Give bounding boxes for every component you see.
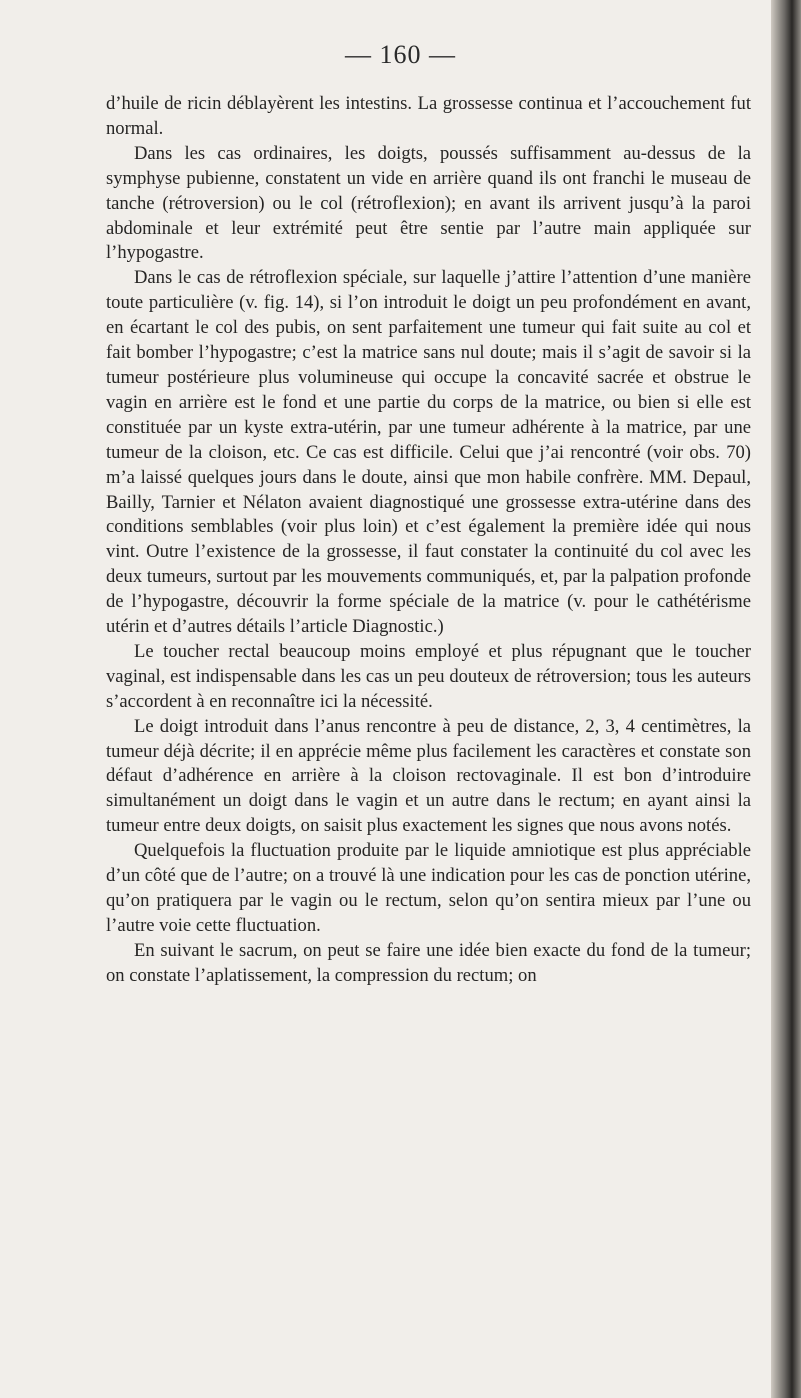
paragraph: Le doigt introduit dans l’anus rencontre à peu de distance, 2, 3, 4 centimètres, la tumeur déjà décrite; il en apprécie même plus facilement les caractères et constate son défaut d’adhérence en arrière à la cloison rectovaginale. Il est bon d’introduire simultanément un doigt dans le vagin et un autre dans le rectum; en ayant ainsi la tumeur entre deux doigts, on saisit plus exactement les signes que nous avons notés. <box>106 715 751 837</box>
paragraph: Quelquefois la fluctuation produite par le liquide amniotique est plus appréciable d’un côté que de l’autre; on a trouvé là une indication pour les cas de ponction utérine, qu’on pratiquera par le vagin ou le rectum, selon qu’on sentira mieux par l’une ou l’autre voie cette fluctuation. <box>106 840 751 936</box>
paragraph: En suivant le sacrum, on peut se faire une idée bien exacte du fond de la tumeur; on constate l’aplatissement, la compression du rectum; on <box>106 939 751 986</box>
paragraph: Dans le cas de rétroflexion spéciale, sur laquelle j’attire l’attention d’une manière toute particulière (v. fig. 14), si l’on introduit le doigt un peu profondément en avant, en écartant le col des pubis, on sent parfaitement une tumeur qui fait suite au col et fait bomber l’hypogastre; c’est la matrice sans nul doute; mais il s’agit de savoir si la tumeur postérieure plus volumineuse qui occupe la concavité sacrée et obstrue le vagin en arrière est le fond et une partie du corps de la matrice, ou bien si elle est constituée par un kyste extra-utérin, par une tumeur adhérente à la matrice, par une tumeur de la cloison, etc. Ce cas est difficile. Celui que j’ai rencontré (voir obs. 70) m’a laissé quelques jours dans le doute, ainsi que mon habile confrère. MM. Depaul, Bailly, Tarnier et Nélaton avaient diagnostiqué une grossesse extra-utérine dans des conditions semblables (voir plus loin) et c’est également la première idée qui nous vint. Outre l’existence de la grossesse, il faut constater la continuité du col avec les deux tumeurs, surtout par les mouvements communiqués, et, par la palpation profonde de l’hypogastre, découvrir la forme spéciale de la matrice (v. pour le cathétérisme utérin et d’autres détails l’article Diagnostic.) <box>106 267 751 638</box>
paragraph: Le toucher rectal beaucoup moins employé et plus répugnant que le toucher vaginal, est indispensable dans les cas un peu douteux de rétroversion; tous les auteurs s’accordent à en reconnaître ici la nécessité. <box>106 640 751 712</box>
body-text <box>106 92 751 989</box>
page-binding-edge <box>771 0 801 1398</box>
paragraph: Dans les cas ordinaires, les doigts, poussés suffisamment au-dessus de la symphyse pubienne, constatent un vide en arrière quand ils ont franchi le museau de tanche (rétroversion) ou le col (rétroflexion); en avant ils arrivent jusqu’à la paroi abdominale et leur extrémité peut être sentie par l’autre main appliquée sur l’hypogastre. <box>106 142 751 264</box>
paragraph: d’huile de ricin déblayèrent les intestins. La grossesse continua et l’accouchement fut normal. <box>106 93 751 139</box>
page-number: — 160 — <box>345 40 456 69</box>
